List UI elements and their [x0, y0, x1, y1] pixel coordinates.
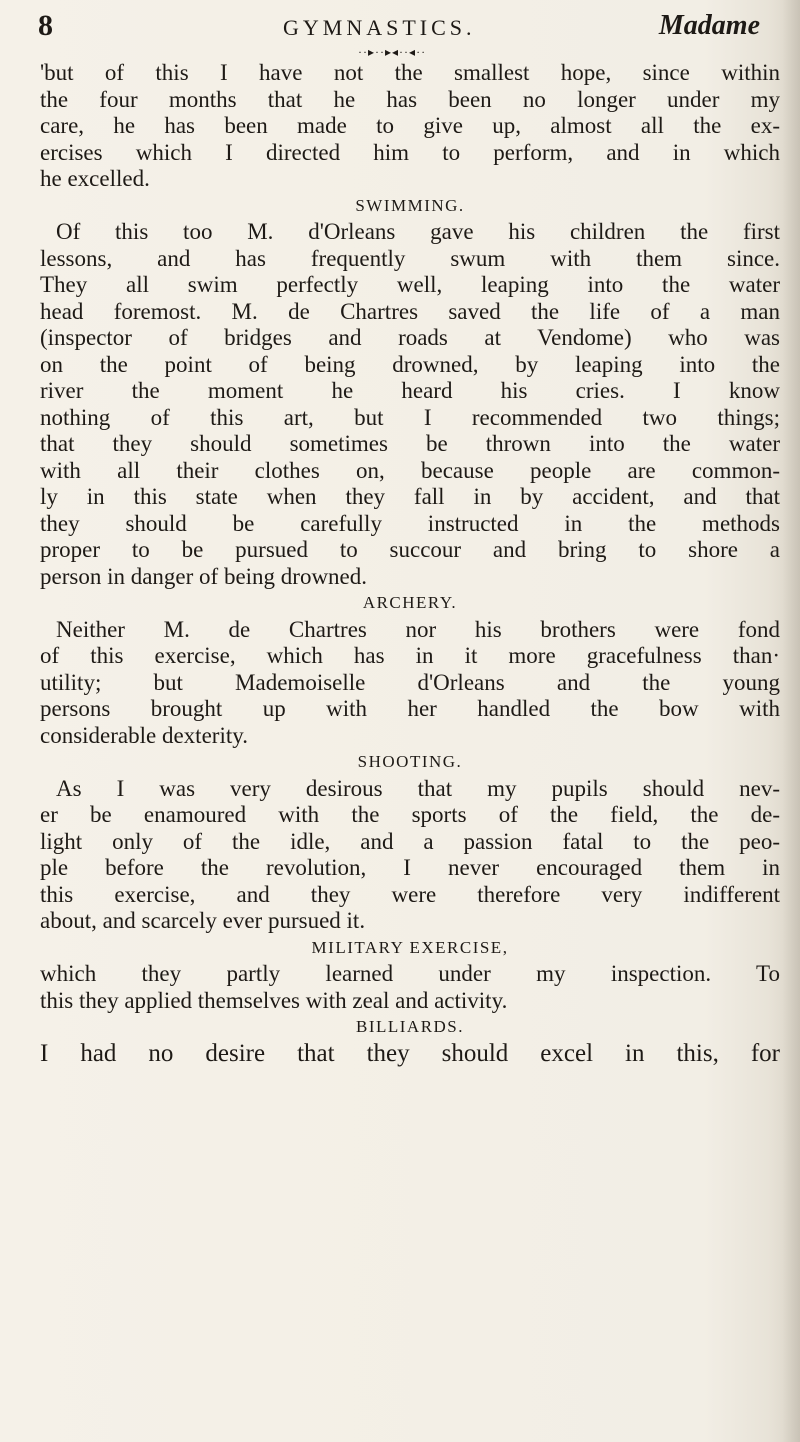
section-heading-billiards: BILLIARDS. [355, 1017, 465, 1036]
section-heading-swimming: SWIMMING. [355, 195, 465, 215]
section-heading-military-exercise: MILITARY EXERCISE, [311, 937, 509, 957]
running-catchword: Madame [658, 10, 760, 41]
running-title: GYMNASTICS. [283, 15, 476, 40]
text-line: head foremost. M. de Chartres saved the life of a man [40, 298, 780, 324]
section-heading-archery: ARCHERY. [362, 593, 458, 612]
text-line: proper to be pursued to succour and bring to shore a [40, 537, 780, 562]
text-line: care, he has been made to give up, almost all the ex- [40, 113, 780, 138]
text-line: river the moment he heard his cries. I know [40, 378, 780, 403]
running-head [38, 6, 760, 46]
text-line: ly in this state when they fall in by accident, and that [40, 484, 780, 509]
page-number: 8 [38, 9, 53, 42]
text-line: (inspector of bridges and roads at Vendome) who was [40, 325, 780, 350]
text-line: light only of the idle, and a passion fatal to the peo- [40, 828, 780, 854]
section-heading-shooting: SHOOTING. [357, 752, 463, 771]
text-line: lessons, and has frequently swum with them since. [40, 245, 780, 271]
text-line: he excelled. [40, 166, 150, 191]
text-line: they should be carefully instructed in the methods [40, 510, 780, 536]
text-line: person in danger of being drowned. [40, 563, 368, 589]
text-line: the four months that he has been no longer under my [40, 86, 780, 112]
text-line: on the point of being drowned, by leaping into the [40, 351, 780, 377]
text-line: Neither M. de Chartres nor his brothers were fond [56, 616, 780, 642]
text-line: er be enamoured with the sports of the field, the de- [40, 802, 780, 827]
text-line: about, and scarcely ever pursued it. [40, 908, 366, 933]
text-line: this they applied themselves with zeal and activity. [40, 987, 508, 1013]
text-line: nothing of this art, but I recommended two things; [40, 404, 780, 430]
text-line: utility; but Mademoiselle d'Orleans and the young [40, 669, 780, 695]
text-line: Of this too M. d'Orleans gave his children the first [56, 219, 780, 244]
text-line: 'but of this I have not the smallest hope, since within [40, 60, 780, 85]
body-text [40, 60, 780, 1067]
text-line: As I was very desirous that my pupils should nev- [56, 775, 780, 801]
text-line: with all their clothes on, because people are common- [40, 457, 780, 483]
text-line: I had no desire that they should excel in this, for [40, 1039, 780, 1067]
text-line: that they should sometimes be thrown into the water [40, 431, 780, 456]
text-line: persons brought up with her handled the bow with [40, 696, 780, 721]
text-line: They all swim perfectly well, leaping into the water [40, 272, 780, 297]
page-edge-shadow [782, 0, 800, 1442]
header-ornament: ··▸··▸◂··◂·· [358, 45, 427, 59]
text-line: this exercise, and they were therefore very indifferent [40, 881, 780, 907]
text-line: considerable dexterity. [40, 722, 248, 748]
text-line: of this exercise, which has in it more gracefulness than· [40, 643, 780, 668]
text-line: ple before the revolution, I never encouraged them in [40, 855, 780, 880]
text-line: ercises which I directed him to perform, and in which [40, 139, 780, 165]
text-line: which they partly learned under my inspection. To [40, 961, 780, 986]
